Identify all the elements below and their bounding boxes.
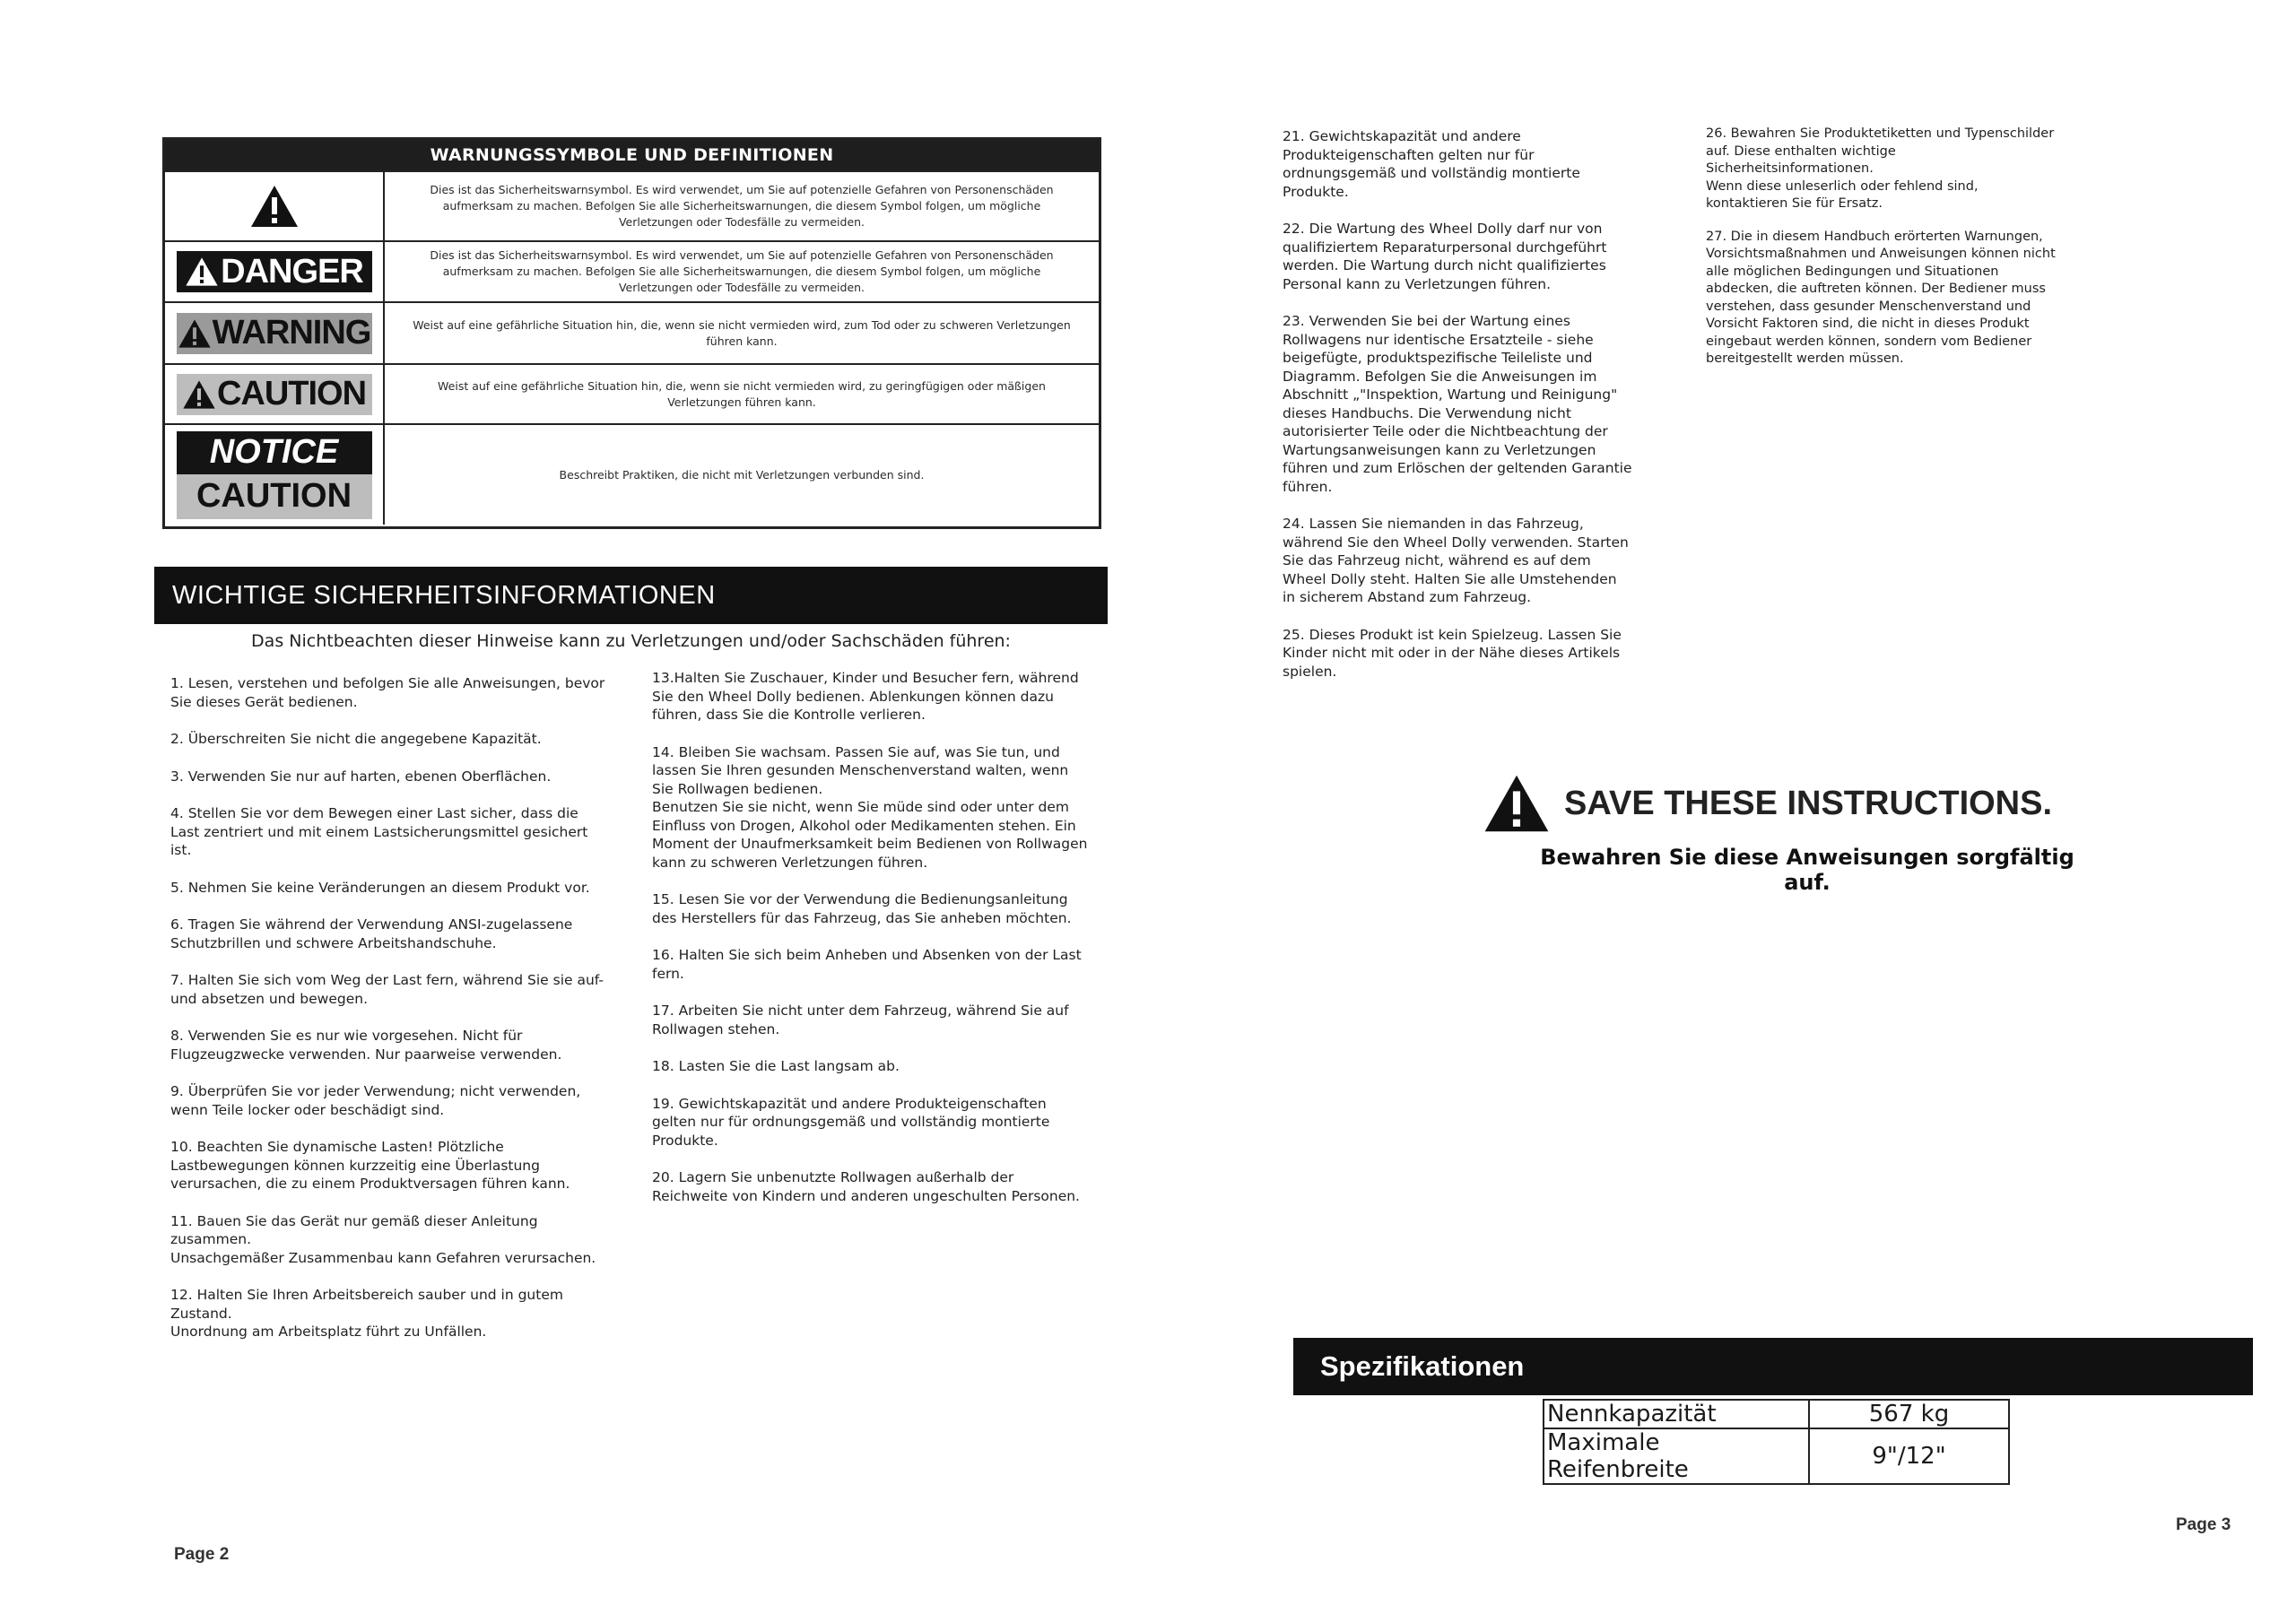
- spec-section-title: Spezifikationen: [1293, 1338, 2253, 1395]
- alert-triangle-icon: [185, 256, 219, 287]
- list-item: 22. Die Wartung des Wheel Dolly darf nur von qualifiziertem Reparaturpersonal durchgeführt werden. Die Wartung durch nicht qualifiziertes Personal kann zu Verletzungen führen.: [1283, 221, 1607, 292]
- page-number-left: Page 2: [174, 1545, 230, 1564]
- table-row: [165, 363, 1099, 423]
- alert-triangle-icon: [249, 184, 300, 229]
- table-row: [1544, 1400, 2009, 1428]
- list-item: 27. Die in diesem Handbuch erörterten Warnungen, Vorsichtsmaßnahmen und Anweisungen können nicht alle möglichen Bedingungen und Situationen abdecken, die auftreten können. Der Bediener muss verstehen, dass gesunder Menschenverstand und Vorsicht Faktoren sind, die nicht in dieses Produkt eingebaut werden können, sondern vom Bediener bereitgestellt werden müssen.: [1706, 229, 2056, 366]
- row-description: Weist auf eine gefährliche Situation hin, die, wenn sie nicht vermieden wird, zum Tod oder zu schweren Verletzungen führen kann.: [413, 317, 1071, 348]
- list-item: 25. Dieses Produkt ist kein Spielzeug. Lassen Sie Kinder nicht mit oder in der Nähe dieses Artikels spielen.: [1283, 626, 1622, 680]
- spec-value: 9"/12": [1809, 1428, 2009, 1484]
- danger-cell: [165, 242, 385, 301]
- caution-label: CAUTION: [216, 375, 367, 412]
- warning-cell: [165, 303, 385, 363]
- warning-label: WARNING: [212, 314, 371, 352]
- table-row: [165, 301, 1099, 363]
- row-description: Dies ist das Sicherheitswarnsymbol. Es wird verwendet, um Sie auf potenzielle Gefahren von Personenschäden aufmerksam zu machen. Befolgen Sie alle Sicherheitswarnungen, die diesem Symbol folgen, um mögliche Verletzungen oder Todesfälle zu vermeiden.: [430, 183, 1054, 229]
- save-instructions: [1482, 773, 2052, 834]
- row-description: Beschreibt Praktiken, die nicht mit Verletzungen verbunden sind.: [559, 467, 925, 482]
- warning-table-title: WARNUNGSSYMBOLE UND DEFINITIONEN: [165, 140, 1099, 170]
- row-description: Weist auf eine gefährliche Situation hin, die, wenn sie nicht vermieden wird, zu geringfügigen oder mäßigen Verletzungen führen kann.: [438, 378, 1046, 409]
- safety-list-column-1: [170, 674, 610, 1360]
- danger-label: DANGER: [221, 252, 363, 291]
- safety-section-subtitle: Das Nichtbeachten dieser Hinweise kann zu Verletzungen und/oder Sachschäden führen:: [251, 631, 1011, 651]
- alert-triangle-icon: [178, 318, 212, 349]
- safety-list-column-4: [1706, 126, 2056, 384]
- list-item: 18. Lasten Sie die Last langsam ab.: [652, 1058, 900, 1074]
- danger-signal-word: [177, 251, 372, 292]
- list-item: 9. Überprüfen Sie vor jeder Verwendung; nicht verwenden, wenn Teile locker oder beschädigt sind.: [170, 1083, 581, 1118]
- notice-label: NOTICE: [177, 431, 372, 474]
- caution-cell: [165, 365, 385, 423]
- list-item: 2. Überschreiten Sie nicht die angegebene Kapazität.: [170, 731, 542, 747]
- notice-cell: [165, 425, 385, 525]
- list-item: 15. Lesen Sie vor der Verwendung die Bedienungsanleitung des Herstellers für das Fahrzeug, das Sie anheben möchten.: [652, 891, 1072, 926]
- list-item: 13.Halten Sie Zuschauer, Kinder und Besucher fern, während Sie den Wheel Dolly bedienen. Ablenkungen können dazu führen, dass Sie die Kontrolle verlieren.: [652, 670, 1079, 723]
- list-item: 10. Beachten Sie dynamische Lasten! Plötzliche Lastbewegungen können kurzzeitig eine Überlastung verursachen, die zu einem Produktversagen führen kann.: [170, 1139, 570, 1192]
- list-item: 4. Stellen Sie vor dem Bewegen einer Last sicher, dass die Last zentriert und mit einem Lastsicherungsmittel gesichert ist.: [170, 805, 588, 858]
- list-item: 19. Gewichtskapazität und andere Produkteigenschaften gelten nur für ordnungsgemäß und vollständig montierte Produkte.: [652, 1095, 1050, 1149]
- alert-triangle-icon: [182, 379, 216, 410]
- list-item: 17. Arbeiten Sie nicht unter dem Fahrzeug, während Sie auf Rollwagen stehen.: [652, 1002, 1069, 1037]
- warning-symbols-table: [162, 137, 1101, 529]
- list-item: 24. Lassen Sie niemanden in das Fahrzeug, während Sie den Wheel Dolly verwenden. Starten Sie das Fahrzeug nicht, während es auf dem Wheel Dolly steht. Halten Sie alle Umstehenden in sicherem Abstand zum Fahrzeug.: [1283, 516, 1629, 605]
- list-item: 5. Nehmen Sie keine Veränderungen an diesem Produkt vor.: [170, 879, 590, 896]
- table-row: [165, 240, 1099, 301]
- list-item: 11. Bauen Sie das Gerät nur gemäß dieser Anleitung zusammen. Unsachgemäßer Zusammenbau kann Gefahren verursachen.: [170, 1212, 596, 1266]
- notice-signal-word: [177, 431, 372, 519]
- safety-list-column-3: [1283, 127, 1632, 699]
- list-item: 21. Gewichtskapazität und andere Produkteigenschaften gelten nur für ordnungsgemäß und vollständig montierte Produkte.: [1283, 128, 1580, 200]
- alert-triangle-icon: [1482, 773, 1552, 834]
- list-item: 20. Lagern Sie unbenutzte Rollwagen außerhalb der Reichweite von Kindern und anderen ungeschulten Personen.: [652, 1169, 1080, 1204]
- safety-section-title: WICHTIGE SICHERHEITSINFORMATIONEN: [154, 567, 1108, 624]
- warning-signal-word: [177, 313, 372, 354]
- spec-key: Nennkapazität: [1544, 1400, 1809, 1428]
- page-number-right: Page 3: [2176, 1515, 2231, 1534]
- safety-alert-cell: [165, 172, 385, 240]
- row-description: Dies ist das Sicherheitswarnsymbol. Es wird verwendet, um Sie auf potenzielle Gefahren von Personenschäden aufmerksam zu machen. Befolgen Sie alle Sicherheitswarnungen, die diesem Symbol folgen, um mögliche Verletzungen oder Todesfälle zu vermeiden.: [430, 248, 1054, 294]
- spec-value: 567 kg: [1809, 1400, 2009, 1428]
- list-item: 8. Verwenden Sie es nur wie vorgesehen. Nicht für Flugzeugzwecke verwenden. Nur paarweise verwenden.: [170, 1028, 562, 1063]
- list-item: 23. Verwenden Sie bei der Wartung eines Rollwagens nur identische Ersatzteile - siehe beigefügte, produktspezifische Teileliste und Diagramm. Befolgen Sie die Anweisungen im Abschnitt „"Inspektion, Wartung und Reinigung" dieses Handbuchs. Die Verwendung nicht autorisierter Teile oder die Nichtbeachtung der Wartungsanweisungen kann zu Verletzungen führen und zum Erlöschen der geltenden Garantie führen.: [1283, 313, 1632, 495]
- save-instructions-title: SAVE THESE INSTRUCTIONS.: [1564, 784, 2053, 822]
- spec-table: [1543, 1399, 2010, 1485]
- table-row: [165, 423, 1099, 525]
- list-item: 12. Halten Sie Ihren Arbeitsbereich sauber und in gutem Zustand. Unordnung am Arbeitsplatz führt zu Unfällen.: [170, 1287, 563, 1340]
- table-row: [165, 170, 1099, 240]
- list-item: 3. Verwenden Sie nur auf harten, ebenen Oberflächen.: [170, 768, 552, 785]
- notice-caution-label: CAUTION: [177, 474, 372, 519]
- list-item: 16. Halten Sie sich beim Anheben und Absenken von der Last fern.: [652, 947, 1082, 982]
- caution-signal-word: [177, 374, 372, 415]
- table-row: [1544, 1428, 2009, 1484]
- list-item: 7. Halten Sie sich vom Weg der Last fern, während Sie sie auf- und absetzen und bewegen.: [170, 972, 604, 1007]
- list-item: 6. Tragen Sie während der Verwendung ANSI-zugelassene Schutzbrillen und schwere Arbeitshandschuhe.: [170, 916, 573, 951]
- list-item: 26. Bewahren Sie Produktetiketten und Typenschilder auf. Diese enthalten wichtige Sicherheitsinformationen. Wenn diese unleserlich oder fehlend sind, kontaktieren Sie für Ersatz.: [1706, 126, 2055, 211]
- spec-key: Maximale Reifenbreite: [1544, 1428, 1809, 1484]
- list-item: 14. Bleiben Sie wachsam. Passen Sie auf, was Sie tun, und lassen Sie Ihren gesunden Menschenverstand walten, wenn Sie Rollwagen bedienen. Benutzen Sie sie nicht, wenn Sie müde sind oder unter dem Einfluss von Drogen, Alkohol oder Medikamenten stehen. Ein Moment der Unaufmerksamkeit beim Bedienen von Rollwagen kann zu schweren Verletzungen führen.: [652, 743, 1088, 871]
- save-instructions-subtitle: Bewahren Sie diese Anweisungen sorgfältig auf.: [1540, 845, 2074, 895]
- safety-list-column-2: [652, 669, 1091, 1224]
- list-item: 1. Lesen, verstehen und befolgen Sie alle Anweisungen, bevor Sie dieses Gerät bedienen.: [170, 675, 605, 710]
